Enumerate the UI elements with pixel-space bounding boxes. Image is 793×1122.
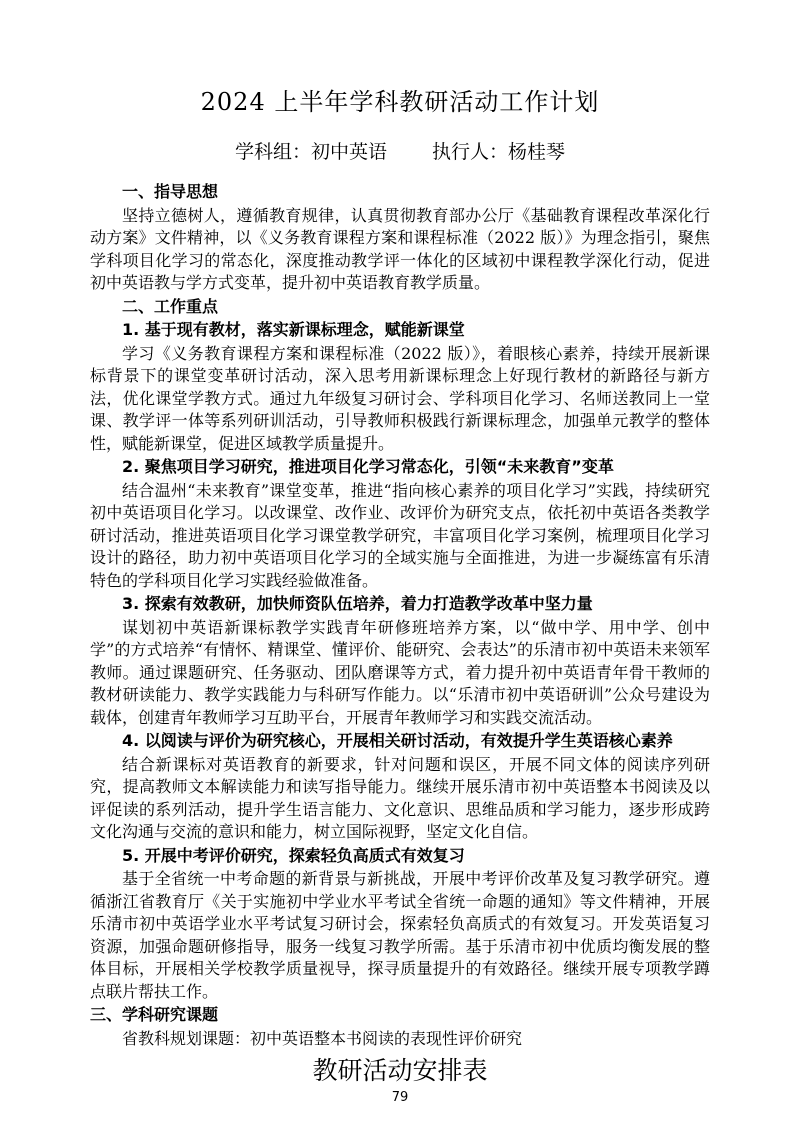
document-title: 2024 上半年学科教研活动工作计划 (200, 88, 600, 116)
priority-item-5-paragraph: 基于全省统一中考命题的新背景与新挑战，开展中考评价改革及复习教学研究。遵循浙江省教育厅《关于实施初中学业水平考试全省统一命题的通知》等文件精神，开展乐清市初中英语学业水平考试复习研讨会，探索轻负高质式的有效复习。开发英语复习资源，加强命题研修指导，服务一线复习教学所需。基于乐清市初中优质均衡发展的整体目标，开展相关学校教学质量视导，探寻质量提升的有效路径。继续开展专项教学蹲点联片帮扶工作。 (90, 869, 710, 1001)
section-research-heading: 三、学科研究课题 (90, 1005, 219, 1024)
priority-item-2-paragraph: 结合温州“未来教育”课堂变革，推进“指向核心素养的项目化学习”实践，持续研究初中英语项目化学习。以改课堂、改作业、改评价为研究支点，依托初中英语各类教学研讨活动，推进英语项目化学习课堂教学研究，丰富项目化学习案例，梳理项目化学习设计的路径，助力初中英语项目化学习的全域实施与全面推进，为进一步凝练富有乐清特色的学科项目化学习实践经验做准备。 (90, 480, 710, 590)
executor-label: 执行人：杨桂琴 (432, 141, 566, 163)
document-subtitle (90, 139, 710, 165)
priority-item-2-heading: 2. 聚焦项目学习研究，推进项目化学习常态化，引领“未来教育”变革 (122, 457, 614, 476)
priority-item-4-heading: 4. 以阅读与评价为研究核心，开展相关研讨活动，有效提升学生英语核心素养 (122, 731, 673, 750)
priority-item-3-paragraph: 谋划初中英语新课标教学实践青年研修班培养方案，以“做中学、用中学、创中学”的方式培养“有情怀、精课堂、懂评价、能研究、会表达”的乐清市初中英语未来领军教师。通过课题研究、任务驱动、团队磨课等方式，着力提升初中英语青年骨干教师的教材研读能力、教学实践能力与科研写作能力。以“乐清市初中英语研训”公众号建设为载体，创建青年教师学习互助平台，开展青年教师学习和实践交流活动。 (90, 617, 710, 727)
priority-item-4-paragraph: 结合新课标对英语教育的新要求，针对问题和误区，开展不同文体的阅读序列研究，提高教师文本解读能力和读写指导能力。继续开展乐清市初中英语整本书阅读及以评促读的系列活动，提升学生语言能力、文化意识、思维品质和学习能力，逐步形成跨文化沟通与交流的意识和能力，树立国际视野，坚定文化自信。 (90, 754, 710, 841)
section-priorities-heading: 二、工作重点 (122, 296, 219, 316)
priority-item-5-heading: 5. 开展中考评价研究，探索轻负高质式有效复习 (122, 845, 465, 865)
section-guiding-heading: 一、指导思想 (122, 182, 219, 201)
priority-item-3-heading: 3. 探索有效教研，加快师资队伍培养，着力打造教学改革中坚力量 (122, 594, 593, 613)
subject-group-label: 学科组：初中英语 (234, 141, 387, 163)
section-guiding-paragraph: 坚持立德树人，遵循教育规律，认真贯彻教育部办公厅《基础教育课程改革深化行动方案》文件精神，以《义务教育课程方案和课程标准（2022 版）》为理念指引，聚焦学科项目化学习的常态化，深度推动教学评一体化的区域初中课程教学深化行动，促进初中英语教与学方式变革，提升初中英语教育教学质量。 (90, 205, 710, 292)
document-body (90, 181, 710, 1050)
schedule-table-title: 教研活动安排表 (312, 1056, 488, 1085)
page-number: 79 (391, 1090, 409, 1105)
section-research-paragraph: 省教科规划课题：初中英语整本书阅读的表现性评价研究 (122, 1028, 523, 1048)
priority-item-1-heading: 1. 基于现有教材，落实新课标理念，赋能新课堂 (122, 320, 465, 339)
priority-item-1-paragraph: 学习《义务教育课程方案和课程标准（2022 版）》，着眼核心素养，持续开展新课标背景下的课堂变革研讨活动，深入思考用新课标理念上好现行教材的新路径与新方法，优化课堂学教方式。通过九年级复习研讨会、学科项目化学习、名师送教同上一堂课、教学评一体等系列研训活动，引导教师积极践行新课标理念，加强单元教学的整体性，赋能新课堂，促进区域教学质量提升。 (90, 343, 710, 453)
